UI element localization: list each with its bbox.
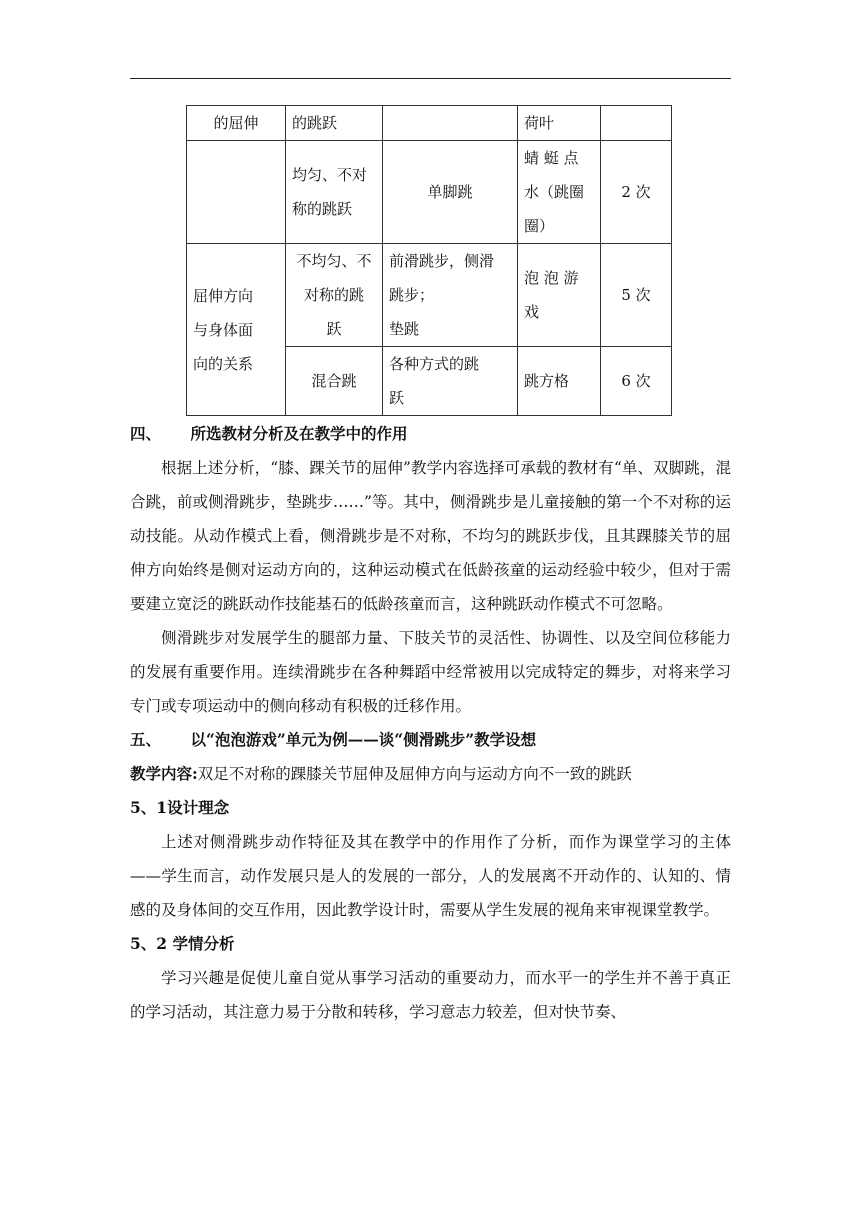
table-cell bbox=[601, 106, 672, 141]
table-cell: 均匀、不对 称的跳跃 bbox=[286, 141, 383, 244]
section-heading bbox=[130, 417, 731, 451]
table-row bbox=[187, 244, 672, 347]
table-cell: 泡 泡 游 戏 bbox=[518, 244, 601, 347]
table-cell: 单脚跳 bbox=[383, 141, 518, 244]
table-cell: 各种方式的跳 跃 bbox=[383, 347, 518, 416]
paragraph: 上述对侧滑跳步动作特征及其在教学中的作用作了分析，而作为课堂学习的主体——学生而言，动作发展只是人的发展的一部分，人的发展离不开动作的、认知的、情感的及身体间的交互作用，因此教学设计时，需要从学生发展的视角来审视课堂教学。 bbox=[130, 833, 731, 919]
table-cell bbox=[187, 141, 286, 244]
table-cell: 蜻 蜓 点 水（跳圈 圈） bbox=[518, 141, 601, 244]
teaching-content bbox=[130, 757, 731, 791]
section-4 bbox=[130, 417, 731, 1029]
table-cell: 的跳跃 bbox=[286, 106, 383, 141]
table-cell: 荷叶 bbox=[518, 106, 601, 141]
teaching-content-label: 教学内容: bbox=[130, 764, 198, 783]
table-cell bbox=[383, 106, 518, 141]
table-cell: 前滑跳步，侧滑 跳步； 垫跳 bbox=[383, 244, 518, 347]
table-row bbox=[187, 141, 672, 244]
table-cell: 的屈伸 bbox=[187, 106, 286, 141]
table-cell: 混合跳 bbox=[286, 347, 383, 416]
paragraph: 学习兴趣是促使儿童自觉从事学习活动的重要动力，而水平一的学生并不善于真正的学习活动，其注意力易于分散和转移，学习意志力较差，但对快节奏、 bbox=[130, 969, 731, 1021]
lesson-table bbox=[186, 105, 672, 416]
table-cell: 6 次 bbox=[601, 347, 672, 416]
section-heading bbox=[130, 723, 731, 757]
section-number: 五、 bbox=[130, 730, 162, 749]
subsection-title: 5、1设计理念 bbox=[130, 798, 230, 817]
table-cell: 屈伸方向 与身体面 向的关系 bbox=[187, 244, 286, 416]
table-cell: 5 次 bbox=[601, 244, 672, 347]
table-row bbox=[187, 106, 672, 141]
paragraph: 根据上述分析，“膝、踝关节的屈伸”教学内容选择可承载的教材有“单、双脚跳，混合跳，前或侧滑跳步，垫跳步……”等。其中，侧滑跳步是儿童接触的第一个不对称的运动技能。从动作模式上看，侧滑跳步是不对称，不均匀的跳跃步伐，且其踝膝关节的屈伸方向始终是侧对运动方向的，这种运动模式在低龄孩童的运动经验中较少，但对于需要建立宽泛的跳跃动作技能基石的低龄孩童而言，这种跳跃动作模式不可忽略。 bbox=[130, 459, 731, 613]
teaching-content-text: 双足不对称的踝膝关节屈伸及屈伸方向与运动方向不一致的跳跃 bbox=[197, 765, 632, 783]
paragraph: 侧滑跳步对发展学生的腿部力量、下肢关节的灵活性、协调性、以及空间位移能力的发展有重要作用。连续滑跳步在各种舞蹈中经常被用以完成特定的舞步，对将来学习专门或专项运动中的侧向移动有积极的迁移作用。 bbox=[130, 629, 731, 715]
subsection-title: 5、2 学情分析 bbox=[130, 934, 235, 953]
table-cell: 跳方格 bbox=[518, 347, 601, 416]
table-cell: 不均匀、不 对称的跳 跃 bbox=[286, 244, 383, 347]
section-number: 四、 bbox=[130, 424, 162, 443]
header-rule bbox=[130, 78, 731, 79]
section-title: 以“泡泡游戏”单元为例——谈“侧滑跳步”教学设想 bbox=[190, 730, 537, 749]
section-title: 所选教材分析及在教学中的作用 bbox=[190, 424, 408, 443]
table-cell: 2 次 bbox=[601, 141, 672, 244]
